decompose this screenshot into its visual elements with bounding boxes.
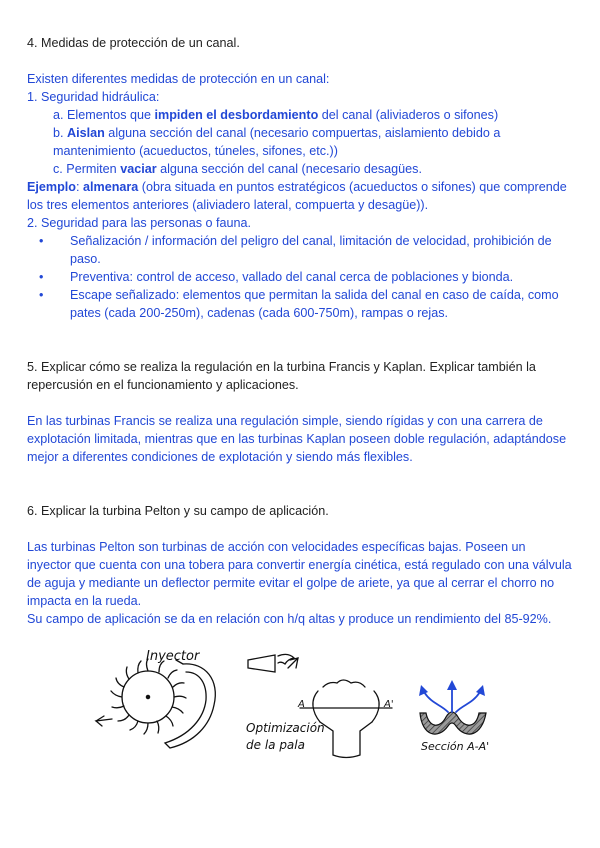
bullet-icon: • (39, 270, 44, 284)
q4-item-a: a. Elementos que impiden el desbordamiento del canal (aliviaderos o sifones) (53, 108, 499, 122)
nozzle-drawing (248, 654, 298, 672)
q5-title: 5. Explicar cómo se realiza la regulación en la turbina Francis y Kaplan. Explicar también la repercusión en el funcionamiento y aplicaciones. (27, 360, 536, 392)
label-seccion: Sección A-A' (421, 740, 490, 753)
bucket-optimization-drawing (300, 680, 392, 758)
label-a: A (298, 699, 305, 710)
q4-bullet-3: • Escape señalizado: elementos que permitan la salida del canal en caso de caída, como pates (cada 200-250m), cadenas (cada 600-750m), rampas o rejas. (39, 288, 559, 320)
q4-section-1: 1. Seguridad hidráulica: (27, 90, 160, 104)
q4-bullet-2: • Preventiva: control de acceso, vallado del canal cerca de poblaciones y bionda. (39, 270, 514, 284)
label-optimizacion: Optimización (246, 721, 325, 735)
bullet-icon: • (39, 288, 44, 302)
q6-application: Su campo de aplicación se da en relación con h/q altas y produce un rendimiento del 85-92%. (27, 612, 552, 626)
q4-item-c: c. Permiten vaciar alguna sección del canal (necesario desagües. (53, 162, 422, 176)
bullet-icon: • (39, 234, 44, 248)
q4-section-2: 2. Seguridad para las personas o fauna. (27, 216, 252, 230)
q6-title: 6. Explicar la turbina Pelton y su campo de aplicación. (27, 504, 329, 518)
q4-title: 4. Medidas de protección de un canal. (27, 36, 240, 50)
q4-example: Ejemplo: almenara (obra situada en puntos estratégicos (acueductos o sifones) que comprende los tres elementos anteriores (aliviadero lateral, compuerta y desagüe)). (27, 180, 567, 212)
label-inyector: Inyector (146, 649, 200, 664)
section-a-a-drawing (419, 680, 486, 734)
q6-answer: Las turbinas Pelton son turbinas de acción con velocidades específicas bajas. Poseen un inyector que cuenta con una tobera para convertir energía cinética, está regulado con una válvula de aguja y mediante un deflector permite evitar el golpe de ariete, ya que al cerrar el chorro no impacta en la rueda. (27, 540, 572, 608)
q4-item-b: b. Aislan alguna sección del canal (necesario compuertas, aislamiento debido a mantenimiento (acueductos, túneles, sifones, etc.)) (53, 126, 501, 158)
pelton-wheel-drawing (96, 659, 215, 748)
q4-bullet-1: • Señalización / información del peligro del canal, limitación de velocidad, prohibición de paso. (39, 234, 552, 266)
q4-intro: Existen diferentes medidas de protección en un canal: (27, 72, 330, 86)
label-a-prime: A' (384, 699, 394, 710)
label-de-la-pala: de la pala (246, 738, 305, 752)
q5-answer: En las turbinas Francis se realiza una regulación simple, siendo rígidas y con una carrera de explotación limitada, mientras que en las turbinas Kaplan poseen doble regulación, adaptándose mejor a diferentes condiciones de explotación y siendo más flexibles. (27, 414, 567, 464)
